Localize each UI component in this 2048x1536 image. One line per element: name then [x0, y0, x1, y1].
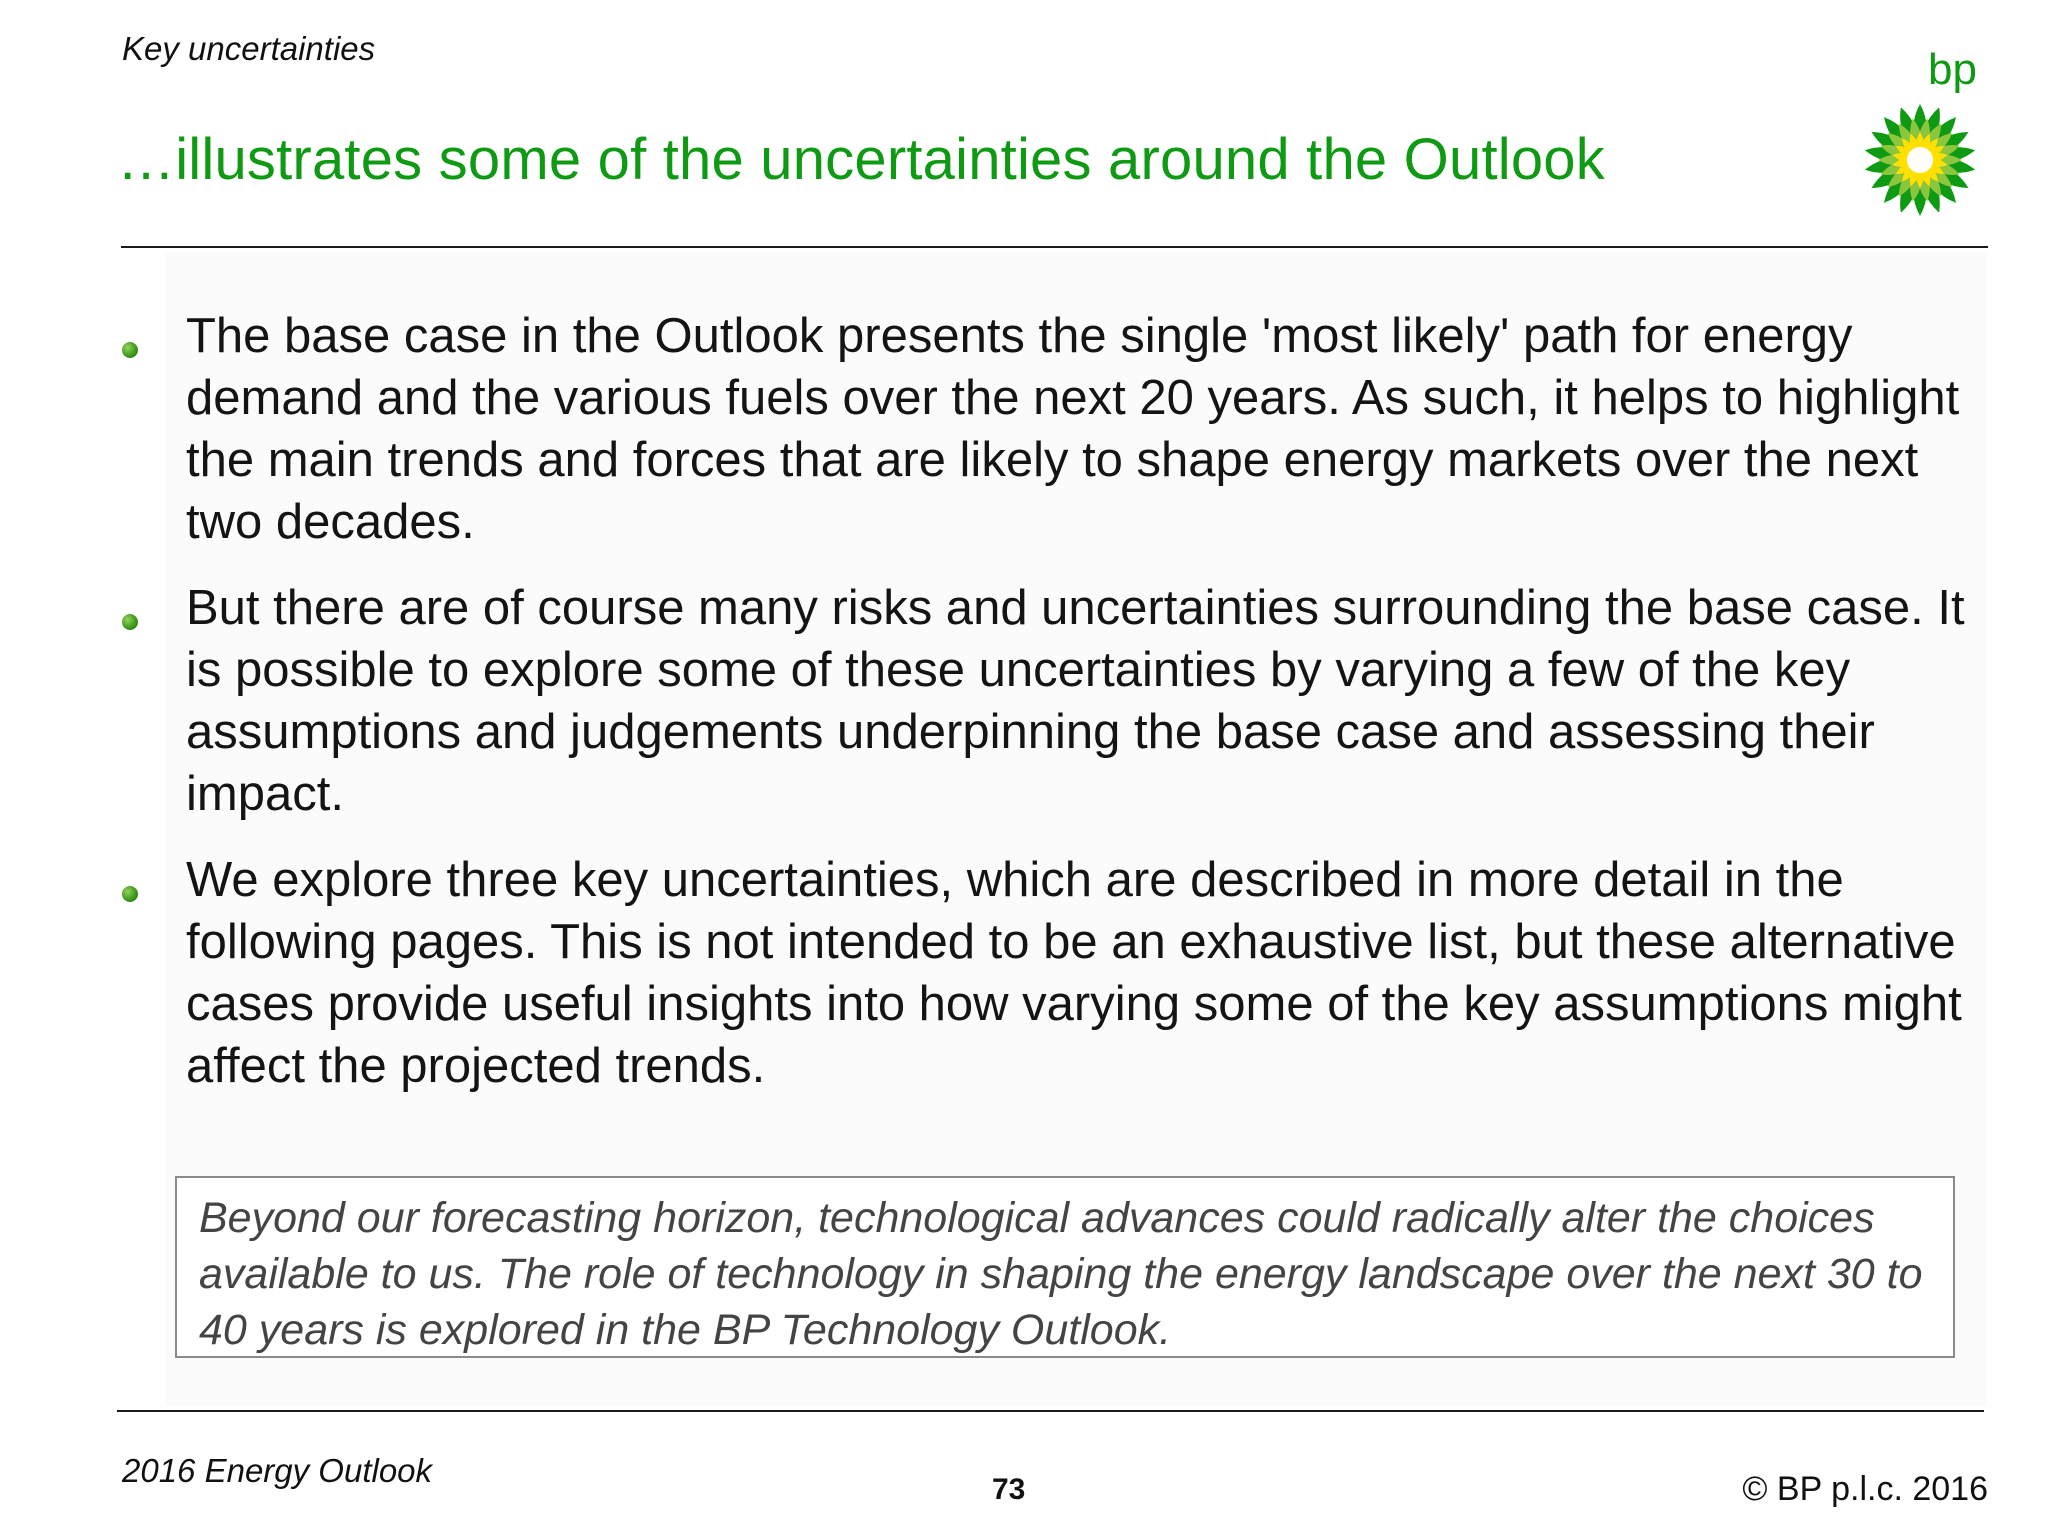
- footer-divider: [117, 1410, 1984, 1412]
- bp-wordmark: bp: [1928, 45, 1977, 94]
- bullet-item: [0, 305, 1976, 553]
- logo-center: [1907, 147, 1933, 173]
- bullet-text: We explore three key uncertainties, which are described in more detail in the following pages. This is not intended to be an exhaustive list, but these alternative cases provide useful insights into how varying some of the key assumptions might affect the projected trends.: [186, 853, 1962, 1093]
- bullet-text: The base case in the Outlook presents the single 'most likely' path for energy demand and the various fuels over the next 20 years. As such, it helps to highlight the main trends and forces that are likely to shape energy markets over the next two decades.: [186, 309, 1960, 549]
- bullet-list: [0, 305, 2048, 1121]
- footer-publication: 2016 Energy Outlook: [122, 1452, 433, 1489]
- bullet-text: But there are of course many risks and uncertainties surrounding the base case. It is possible to explore some of these uncertainties by varying a few of the key assumptions and judgements underpinning the base case and assessing their impact.: [186, 581, 1965, 821]
- bullet-dot-icon: [122, 886, 138, 902]
- bp-helios-logo-icon: [1855, 52, 1985, 222]
- page-title: …illustrates some of the uncertainties around the Outlook: [117, 127, 1605, 192]
- section-label: Key uncertainties: [122, 30, 376, 67]
- bullet-dot-icon: [122, 342, 138, 358]
- page-number: 73: [992, 1473, 1026, 1506]
- bullet-item: [0, 577, 1976, 825]
- technology-callout-box: [175, 1176, 1955, 1358]
- callout-text: Beyond our forecasting horizon, technological advances could radically alter the choices available to us. The role of technology in shaping the energy landscape over the next 30 to 40 years is explored in the BP Technology Outlook.: [199, 1194, 1923, 1354]
- header-divider: [121, 246, 1988, 248]
- bullet-item: [0, 849, 1976, 1097]
- bullet-dot-icon: [122, 614, 138, 630]
- footer-copyright: © BP p.l.c. 2016: [1742, 1470, 1988, 1508]
